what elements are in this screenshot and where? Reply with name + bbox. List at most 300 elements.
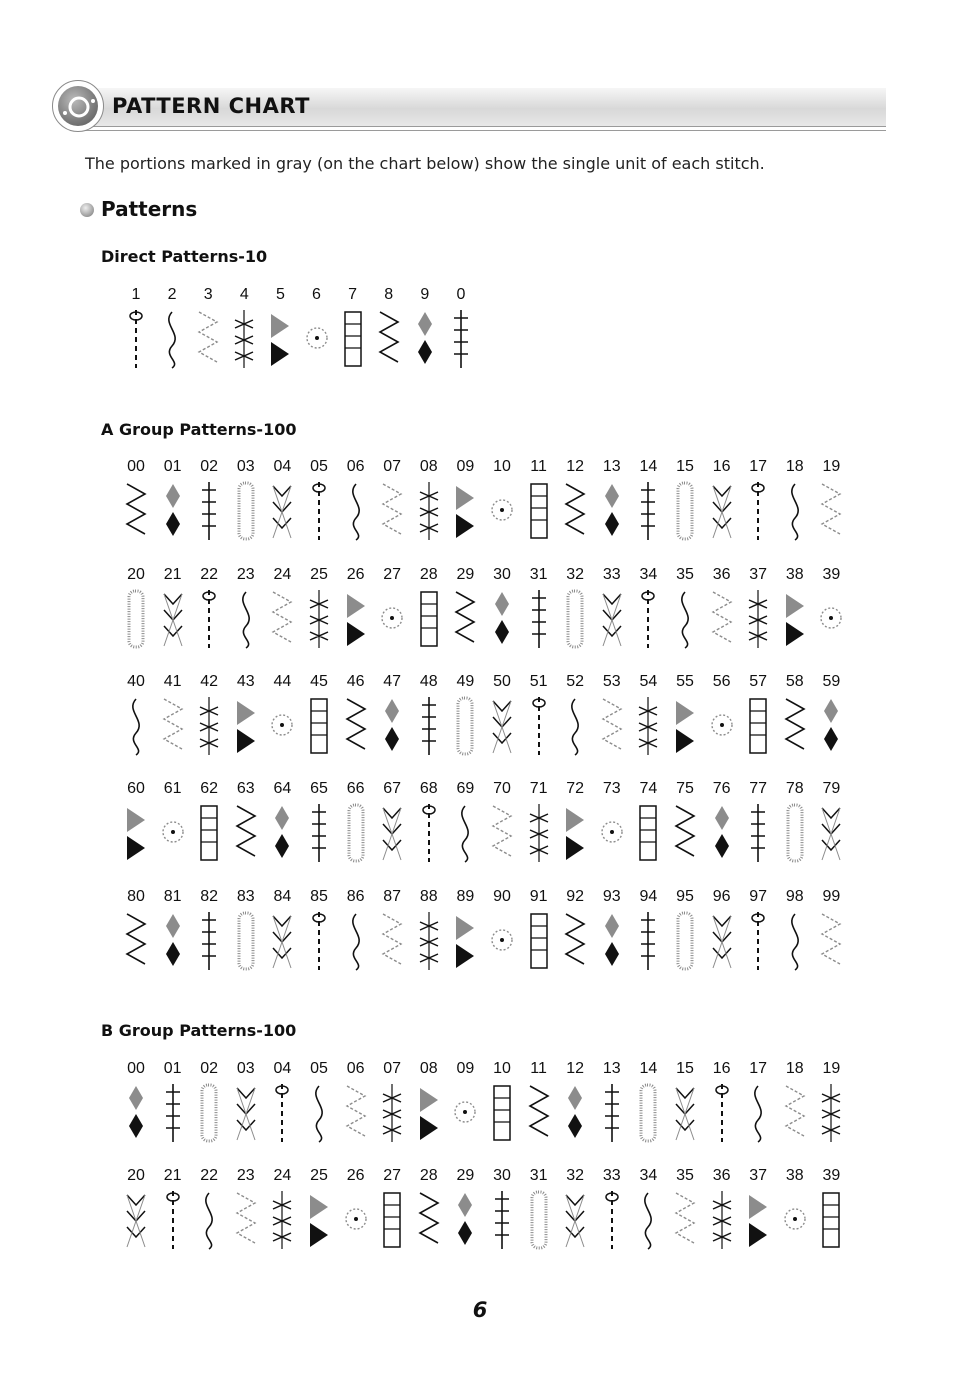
stitch-pattern-icon [306,695,332,757]
pattern-number: 32 [566,566,585,583]
stitch-pattern-icon [231,308,257,370]
pattern-number: 96 [712,888,731,905]
stitch-pattern-icon [416,910,442,972]
stitch-pattern-icon [672,588,698,650]
stitch-pattern-icon [306,802,332,864]
stitch-pattern-icon [269,802,295,864]
pattern-number: 7 [348,286,358,303]
pattern-number: 15 [676,1060,694,1077]
stitch-pattern-icon [526,588,552,650]
pattern-number: 11 [530,458,547,475]
stitch-pattern-icon [599,1082,625,1144]
pattern-number: 6 [312,286,321,303]
stitch-pattern-icon [489,695,515,757]
stitch-pattern-icon [635,588,661,650]
stitch-pattern-icon [526,802,552,864]
stitch-pattern-icon [818,910,844,972]
pattern-number: 18 [785,458,804,475]
pattern-number: 34 [639,1167,658,1184]
stitch-pattern-icon [343,802,369,864]
pattern-number: 84 [273,888,292,905]
pattern-number: 13 [602,458,621,475]
pattern-number: 29 [456,566,475,583]
pattern-number: 62 [200,780,219,797]
stitch-pattern-icon [599,802,625,864]
stitch-pattern-icon [526,480,552,542]
pattern-number: 06 [346,1060,365,1077]
pattern-number: 31 [529,566,548,583]
pattern-number: 93 [602,888,621,905]
stitch-pattern-icon [343,588,369,650]
stitch-pattern-icon [635,695,661,757]
pattern-number: 17 [749,458,768,475]
pattern-number: 30 [493,1167,511,1184]
stitch-pattern-icon [745,802,771,864]
stitch-pattern-icon [635,802,661,864]
pattern-number: 3 [203,286,213,303]
pattern-number: 10 [493,1060,511,1077]
stitch-pattern-icon [269,1082,295,1144]
stitch-pattern-icon [782,1189,808,1251]
pattern-number: 14 [639,1060,658,1077]
stitch-pattern-icon [306,1189,332,1251]
pattern-number: 9 [420,286,430,303]
pattern-number: 16 [712,1060,731,1077]
stitch-pattern-icon [412,308,438,370]
stitch-pattern-icon [782,910,808,972]
pattern-number: 41 [163,673,182,690]
pattern-number: 97 [749,888,768,905]
stitch-pattern-icon [160,802,186,864]
pattern-number: 82 [200,888,219,905]
stitch-pattern-icon [306,1082,332,1144]
stitch-pattern-icon [379,1189,405,1251]
stitch-pattern-icon [340,308,366,370]
pattern-number: 12 [566,458,585,475]
pattern-number: 37 [749,566,768,583]
stitch-pattern-icon [599,480,625,542]
stitch-pattern-icon [160,1189,186,1251]
stitch-pattern-icon [416,480,442,542]
stitch-pattern-icon [196,480,222,542]
stitch-pattern-icon [782,480,808,542]
stitch-pattern-icon [196,802,222,864]
stitch-pattern-icon [672,1082,698,1144]
pattern-number: 31 [529,1167,548,1184]
stitch-pattern-icon [526,695,552,757]
stitch-pattern-icon [379,1082,405,1144]
pattern-number: 95 [676,888,694,905]
stitch-pattern-icon [452,910,478,972]
pattern-number: 88 [419,888,438,905]
pattern-number: 2 [167,286,177,303]
stitch-pattern-icon [562,695,588,757]
pattern-number: 65 [310,780,328,797]
stitch-pattern-icon [452,802,478,864]
pattern-number: 85 [310,888,328,905]
stitch-pattern-icon [233,588,259,650]
pattern-number: 69 [456,780,475,797]
pattern-number: 92 [566,888,585,905]
stitch-pattern-icon [448,308,474,370]
stitch-pattern-icon [599,588,625,650]
stitch-pattern-icon [379,588,405,650]
pattern-number: 25 [310,566,328,583]
stitch-pattern-icon [818,1189,844,1251]
stitch-pattern-icon [123,695,149,757]
pattern-number: 12 [566,1060,585,1077]
stitch-pattern-icon [635,1189,661,1251]
pattern-number: 66 [346,780,365,797]
pattern-number: 05 [310,458,328,475]
pattern-number: 35 [676,566,694,583]
pattern-number: 71 [529,780,548,797]
stitch-pattern-icon [452,480,478,542]
pattern-number: 28 [419,1167,438,1184]
stitch-pattern-icon [489,802,515,864]
stitch-pattern-icon [489,1082,515,1144]
stitch-pattern-icon [452,1189,478,1251]
pattern-number: 22 [200,566,219,583]
pattern-number: 24 [273,1167,292,1184]
stitch-pattern-icon [233,1189,259,1251]
stitch-pattern-icon [745,588,771,650]
pattern-number: 07 [383,1060,402,1077]
pattern-number: 13 [602,1060,621,1077]
pattern-number: 26 [346,566,365,583]
stitch-pattern-icon [709,480,735,542]
pattern-number: 48 [419,673,438,690]
pattern-number: 5 [275,286,285,303]
pattern-number: 29 [456,1167,475,1184]
group-title-a: A Group Patterns-100 [101,420,297,439]
stitch-pattern-icon [672,480,698,542]
pattern-number: 09 [456,1060,475,1077]
pattern-number: 23 [236,566,255,583]
pattern-number: 25 [310,1167,328,1184]
stitch-pattern-icon [818,588,844,650]
stitch-pattern-icon [343,1189,369,1251]
pattern-number: 27 [383,566,402,583]
pattern-number: 30 [493,566,511,583]
pattern-number: 01 [163,458,182,475]
stitch-pattern-icon [343,695,369,757]
stitch-pattern-icon [562,588,588,650]
stitch-pattern-icon [782,588,808,650]
stitch-pattern-icon [709,695,735,757]
pattern-number: 75 [676,780,694,797]
stitch-pattern-icon [635,480,661,542]
pattern-number: 04 [273,1060,292,1077]
pattern-number: 53 [602,673,621,690]
stitch-pattern-icon [233,802,259,864]
stitch-pattern-icon [709,1082,735,1144]
pattern-number: 23 [236,1167,255,1184]
pattern-number: 22 [200,1167,219,1184]
pattern-number: 03 [236,1060,255,1077]
stitch-pattern-icon [599,1189,625,1251]
pattern-number: 28 [419,566,438,583]
stitch-pattern-icon [269,910,295,972]
bullet-icon [80,203,94,217]
stitch-pattern-icon [306,588,332,650]
stitch-pattern-icon [379,910,405,972]
stitch-pattern-icon [562,910,588,972]
stitch-pattern-icon [379,695,405,757]
stitch-pattern-icon [123,1189,149,1251]
stitch-pattern-icon [269,588,295,650]
stitch-pattern-icon [599,695,625,757]
stitch-pattern-icon [526,1189,552,1251]
pattern-number: 34 [639,566,658,583]
page-title: PATTERN CHART [112,94,310,118]
stitch-pattern-icon [379,802,405,864]
stitch-pattern-icon [489,588,515,650]
pattern-number: 61 [163,780,182,797]
pattern-number: 11 [530,1060,547,1077]
pattern-number: 19 [822,458,841,475]
pattern-number: 39 [822,1167,841,1184]
stitch-pattern-icon [672,1189,698,1251]
stitch-pattern-icon [709,910,735,972]
stitch-pattern-icon [416,1189,442,1251]
pattern-number: 80 [127,888,145,905]
intro-text: The portions marked in gray (on the chart below) show the single unit of each stitch. [85,154,765,173]
stitch-pattern-icon [196,588,222,650]
stitch-pattern-icon [562,1189,588,1251]
stitch-pattern-icon [416,1082,442,1144]
pattern-number: 45 [310,673,328,690]
pattern-number: 02 [200,1060,219,1077]
pattern-number: 40 [127,673,145,690]
pattern-number: 68 [419,780,438,797]
stitch-pattern-icon [160,588,186,650]
stitch-pattern-icon [343,910,369,972]
pattern-number: 78 [785,780,804,797]
stitch-pattern-icon [376,308,402,370]
pattern-number: 60 [127,780,145,797]
stitch-pattern-icon [672,695,698,757]
stitch-pattern-icon [160,695,186,757]
pattern-number: 21 [163,1167,182,1184]
pattern-number: 14 [639,458,658,475]
stitch-pattern-icon [233,910,259,972]
pattern-number: 81 [163,888,182,905]
pattern-number: 33 [602,1167,621,1184]
pattern-number: 43 [236,673,255,690]
stitch-pattern-icon [489,910,515,972]
section-title: Patterns [101,197,198,221]
pattern-number: 74 [639,780,658,797]
stitch-pattern-icon [196,695,222,757]
pattern-number: 54 [639,673,658,690]
pattern-number: 42 [200,673,219,690]
stitch-pattern-icon [818,480,844,542]
stitch-pattern-icon [562,802,588,864]
stitch-pattern-icon [343,1082,369,1144]
stitch-pattern-icon [745,480,771,542]
pattern-number: 15 [676,458,694,475]
stitch-pattern-icon [818,695,844,757]
stitch-pattern-icon [709,1189,735,1251]
stitch-pattern-icon [709,588,735,650]
stitch-pattern-icon [160,910,186,972]
title-banner [52,80,886,134]
pattern-number: 18 [785,1060,804,1077]
stitch-pattern-icon [452,1082,478,1144]
pattern-number: 20 [127,1167,145,1184]
pattern-number: 94 [639,888,658,905]
stitch-pattern-icon [818,802,844,864]
pattern-number: 58 [785,673,804,690]
pattern-number: 89 [456,888,475,905]
stitch-pattern-icon [306,480,332,542]
stitch-pattern-icon [379,480,405,542]
stitch-pattern-icon [196,910,222,972]
pattern-number: 67 [383,780,402,797]
pattern-number: 04 [273,458,292,475]
pattern-number: 17 [749,1060,768,1077]
pattern-number: 72 [566,780,585,797]
pattern-number: 83 [236,888,255,905]
pattern-number: 10 [493,458,511,475]
pattern-number: 33 [602,566,621,583]
stitch-pattern-icon [123,480,149,542]
pattern-number: 39 [822,566,841,583]
stitch-pattern-icon [745,910,771,972]
stitch-pattern-icon [160,480,186,542]
stitch-pattern-icon [745,1189,771,1251]
group-title-direct: Direct Patterns-10 [101,247,268,266]
stitch-pattern-icon [304,308,330,370]
group-title-b: B Group Patterns-100 [101,1021,297,1040]
stitch-pattern-icon [195,308,221,370]
pattern-number: 26 [346,1167,365,1184]
pattern-number: 00 [127,458,145,475]
stitch-pattern-icon [745,1082,771,1144]
stitch-pattern-icon [562,480,588,542]
pattern-number: 38 [785,566,804,583]
stitch-pattern-icon [269,1189,295,1251]
stitch-pattern-icon [635,1082,661,1144]
stitch-pattern-icon [562,1082,588,1144]
pattern-number: 4 [239,286,249,303]
stitch-pattern-icon [343,480,369,542]
stitch-pattern-icon [267,308,293,370]
stitch-pattern-icon [123,1082,149,1144]
pattern-number: 00 [127,1060,145,1077]
stitch-pattern-icon [416,802,442,864]
stitch-pattern-icon [123,588,149,650]
stitch-pattern-icon [452,588,478,650]
stitch-pattern-icon [233,695,259,757]
stitch-pattern-icon [306,910,332,972]
stitch-pattern-icon [489,480,515,542]
stitch-pattern-icon [233,1082,259,1144]
stitch-pattern-icon [526,910,552,972]
pattern-number: 08 [419,458,438,475]
stitch-pattern-icon [782,695,808,757]
pattern-number: 20 [127,566,145,583]
stitch-pattern-icon [782,802,808,864]
pattern-number: 52 [566,673,585,690]
pattern-number: 44 [273,673,292,690]
stitch-pattern-icon [160,1082,186,1144]
stitch-pattern-icon [159,308,185,370]
pattern-number: 36 [712,1167,731,1184]
pattern-number: 77 [749,780,768,797]
pattern-number: 8 [384,286,394,303]
stitch-pattern-icon [123,308,149,370]
pattern-number: 24 [273,566,292,583]
pattern-number: 57 [749,673,768,690]
stitch-pattern-icon [416,588,442,650]
stitch-pattern-icon [452,695,478,757]
pattern-number: 59 [822,673,841,690]
stitch-pattern-icon [635,910,661,972]
stitch-pattern-icon [416,695,442,757]
stitch-pattern-icon [269,695,295,757]
stitch-pattern-icon [818,1082,844,1144]
pattern-number: 51 [529,673,548,690]
pattern-number: 86 [346,888,365,905]
pattern-number: 79 [822,780,841,797]
pattern-number: 55 [676,673,694,690]
pattern-number: 01 [163,1060,182,1077]
stitch-pattern-icon [672,910,698,972]
pattern-number: 36 [712,566,731,583]
stitch-pattern-icon [123,910,149,972]
banner-underline [74,130,886,131]
pattern-number: 90 [493,888,511,905]
stitch-pattern-icon [599,910,625,972]
stitch-pattern-icon [269,480,295,542]
pattern-number: 35 [676,1167,694,1184]
banner-emblem-icon [52,80,104,132]
pattern-number: 08 [419,1060,438,1077]
pattern-number: 09 [456,458,475,475]
pattern-number: 64 [273,780,292,797]
pattern-number: 98 [785,888,804,905]
pattern-number: 38 [785,1167,804,1184]
pattern-number: 49 [456,673,475,690]
pattern-number: 32 [566,1167,585,1184]
pattern-number: 16 [712,458,731,475]
target-icon [53,81,105,133]
pattern-number: 63 [236,780,255,797]
stitch-pattern-icon [526,1082,552,1144]
stitch-pattern-icon [123,802,149,864]
pattern-number: 19 [822,1060,841,1077]
pattern-number: 46 [346,673,365,690]
stitch-pattern-icon [196,1189,222,1251]
page-number: 6 [472,1298,488,1322]
pattern-number: 99 [822,888,841,905]
pattern-number: 76 [712,780,731,797]
pattern-number: 02 [200,458,219,475]
pattern-number: 91 [529,888,548,905]
pattern-number: 27 [383,1167,402,1184]
pattern-number: 47 [383,673,402,690]
pattern-number: 50 [493,673,511,690]
pattern-number: 70 [493,780,511,797]
stitch-pattern-icon [233,480,259,542]
pattern-number: 21 [163,566,182,583]
pattern-number: 1 [131,286,141,303]
pattern-number: 37 [749,1167,768,1184]
stitch-pattern-icon [489,1189,515,1251]
pattern-number: 0 [456,286,466,303]
